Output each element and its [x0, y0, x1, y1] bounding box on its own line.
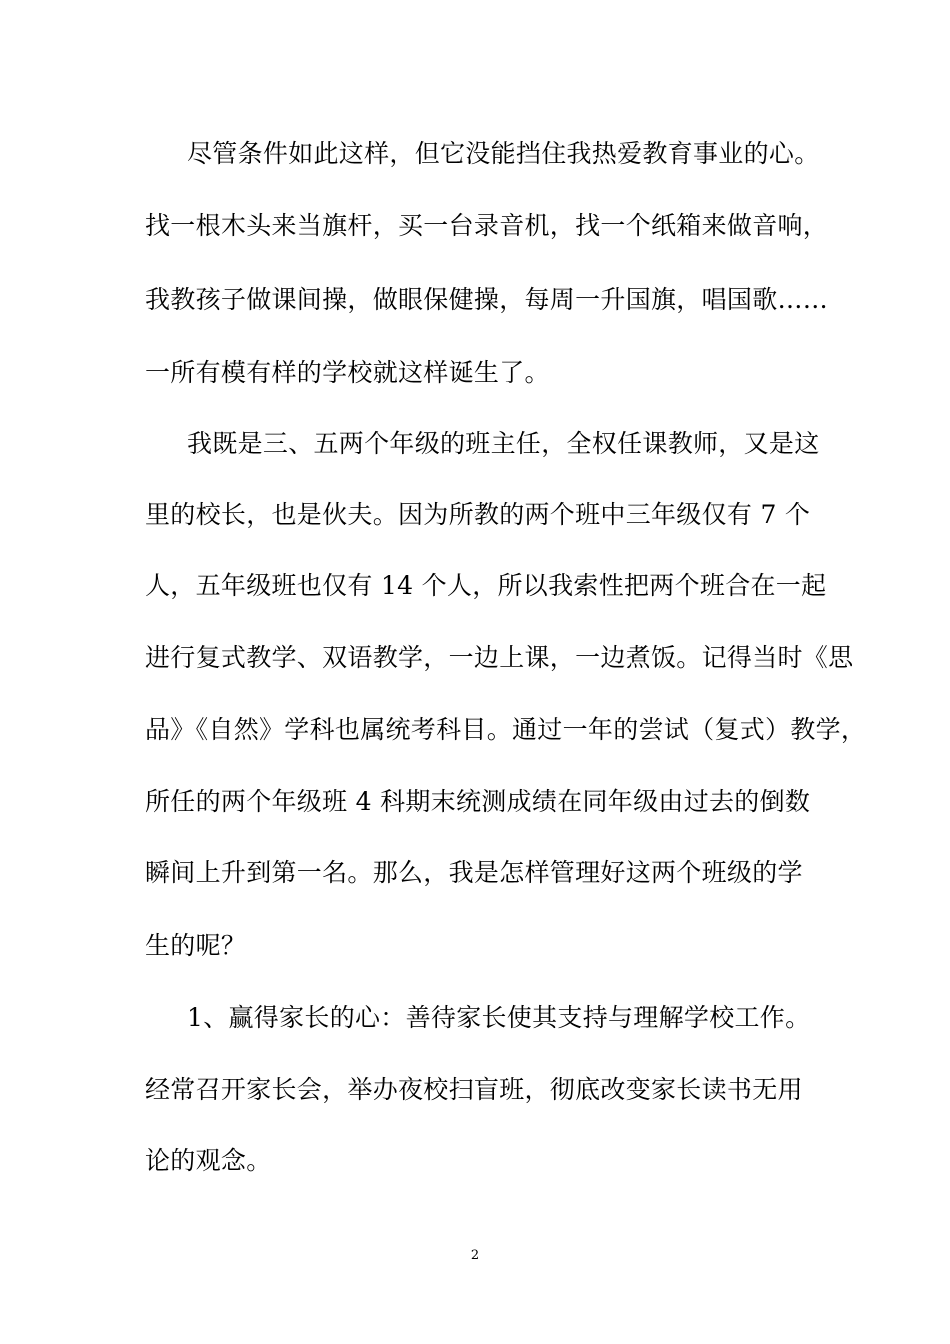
paragraph-line: 论的观念。 — [145, 1146, 272, 1175]
paragraph-line: 我既是三、五两个年级的班主任，全权任课教师，又是这 — [187, 429, 820, 458]
paragraph-line: 经常召开家长会，举办夜校扫盲班，彻底改变家长读书无用 — [145, 1075, 803, 1104]
paragraph-line: 品》《自然》学科也属统考科目。通过一年的尝试（复式）教学， — [145, 715, 867, 744]
paragraph-line: 里的校长，也是伙夫。因为所教的两个班中三年级仅有 7 个 — [145, 500, 811, 529]
paragraph-line: 我教孩子做课间操，做眼保健操，每周一升国旗，唱国歌…… — [145, 285, 829, 314]
page-number: 2 — [470, 1248, 480, 1263]
paragraph-line: 生的呢？ — [145, 931, 247, 960]
paragraph-line: 人，五年级班也仅有 14 个人，所以我索性把两个班合在一起 — [145, 571, 827, 600]
paragraph-line: 1、赢得家长的心：善待家长使其支持与理解学校工作。 — [187, 1003, 811, 1032]
paragraph-line: 一所有模有样的学校就这样诞生了。 — [145, 358, 550, 387]
paragraph-line: 瞬间上升到第一名。那么，我是怎样管理好这两个班级的学 — [145, 858, 803, 887]
paragraph-line: 找一根木头来当旗杆，买一台录音机，找一个纸箱来做音响， — [145, 211, 829, 240]
paragraph-line: 进行复式教学、双语教学，一边上课，一边煮饭。记得当时《思 — [145, 643, 854, 672]
paragraph-line: 所任的两个年级班 4 科期末统测成绩在同年级由过去的倒数 — [145, 787, 811, 816]
paragraph-line: 尽管条件如此这样，但它没能挡住我热爱教育事业的心。 — [187, 139, 820, 168]
